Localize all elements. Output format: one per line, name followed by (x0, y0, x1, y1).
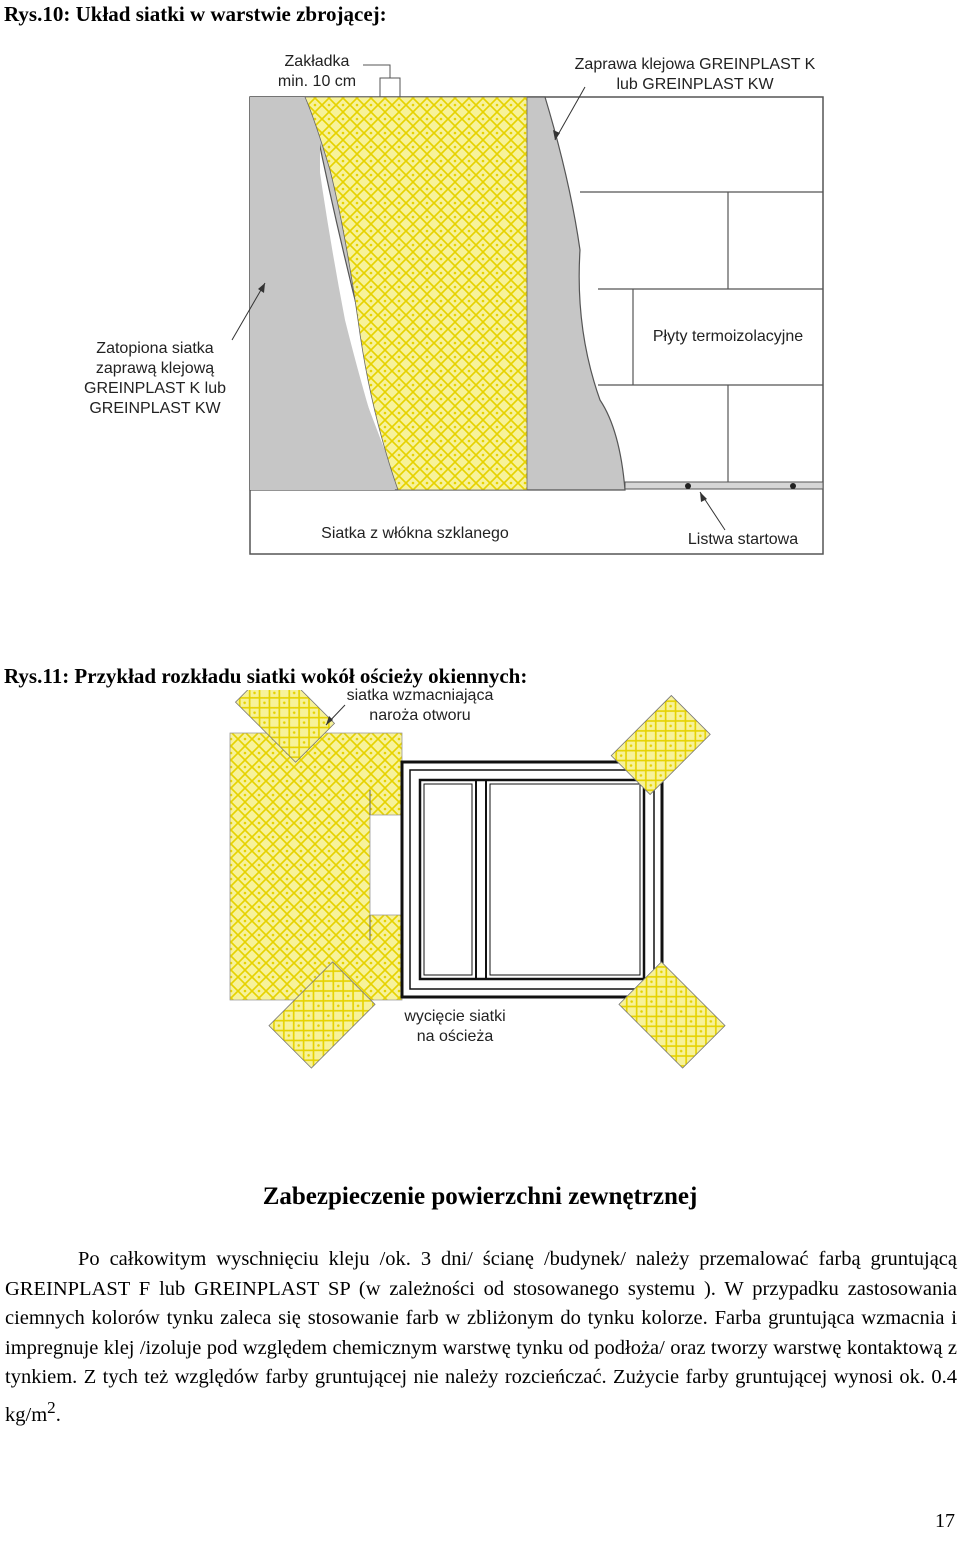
label-corner-mesh: siatka wzmacniająca naroża otworu (346, 687, 494, 724)
section-heading: Zabezpieczenie powierzchni zewnętrznej (262, 1183, 698, 1210)
figure-10-title: Rys.10: Układ siatki w warstwie zbrojącej: (4, 2, 387, 26)
starter-profile (625, 482, 823, 489)
figure-11-drawing (0, 690, 960, 1110)
window-frame (402, 762, 662, 997)
body-paragraph (5, 1245, 957, 1430)
label-overlap: Zakładka min. 10 cm (277, 53, 357, 90)
left-mesh-sheet (230, 733, 402, 1000)
label-mesh-cut: wycięcie siatki na ościeża (404, 1008, 506, 1045)
label-starter-profile: Listwa startowa (687, 531, 799, 548)
figure-11-title: Rys.11: Przykład rozkładu siatki wokół ościeży okiennych: (4, 664, 528, 688)
page-number: 17 (935, 1510, 955, 1532)
label-adhesive: Zaprawa klejowa GREINPLAST K lub GREINPLAST KW (574, 56, 816, 93)
paragraph: Po całkowitym wyschnięciu kleju /ok. 3 dni/ ścianę /budynek/ należy przemalować farbą gruntującą GREINPLAST F lub GREINPLAST SP (w zależności od stosowanego systemu ). W przypadku zastosowania ciemnych kolorów tynku zaleca się stosowanie farb w zbliżonym do tynku kolorze. Farba gruntująca wzmacnia i impregnuje klej /izoluje pod względem chemicznym warstwę tynku od podłoża/ oraz tworzy warstwę kontaktową z tynkiem. Z tych też względów farby gruntującej nie należy rozcieńczać. Zużycie farby gruntującej wynosi ok. 0.4 $kg/m^2$. (5, 1248, 957, 1426)
label-embedded-mesh: Zatopiona siatka zaprawą klejową GREINPLAST K lub GREINPLAST KW (84, 340, 226, 417)
label-glass-mesh: Siatka z włókna szklanego (321, 525, 509, 542)
label-thermal-boards: Płyty termoizolacyjne (652, 328, 804, 345)
superscript-exponent: 2 (47, 1397, 56, 1417)
